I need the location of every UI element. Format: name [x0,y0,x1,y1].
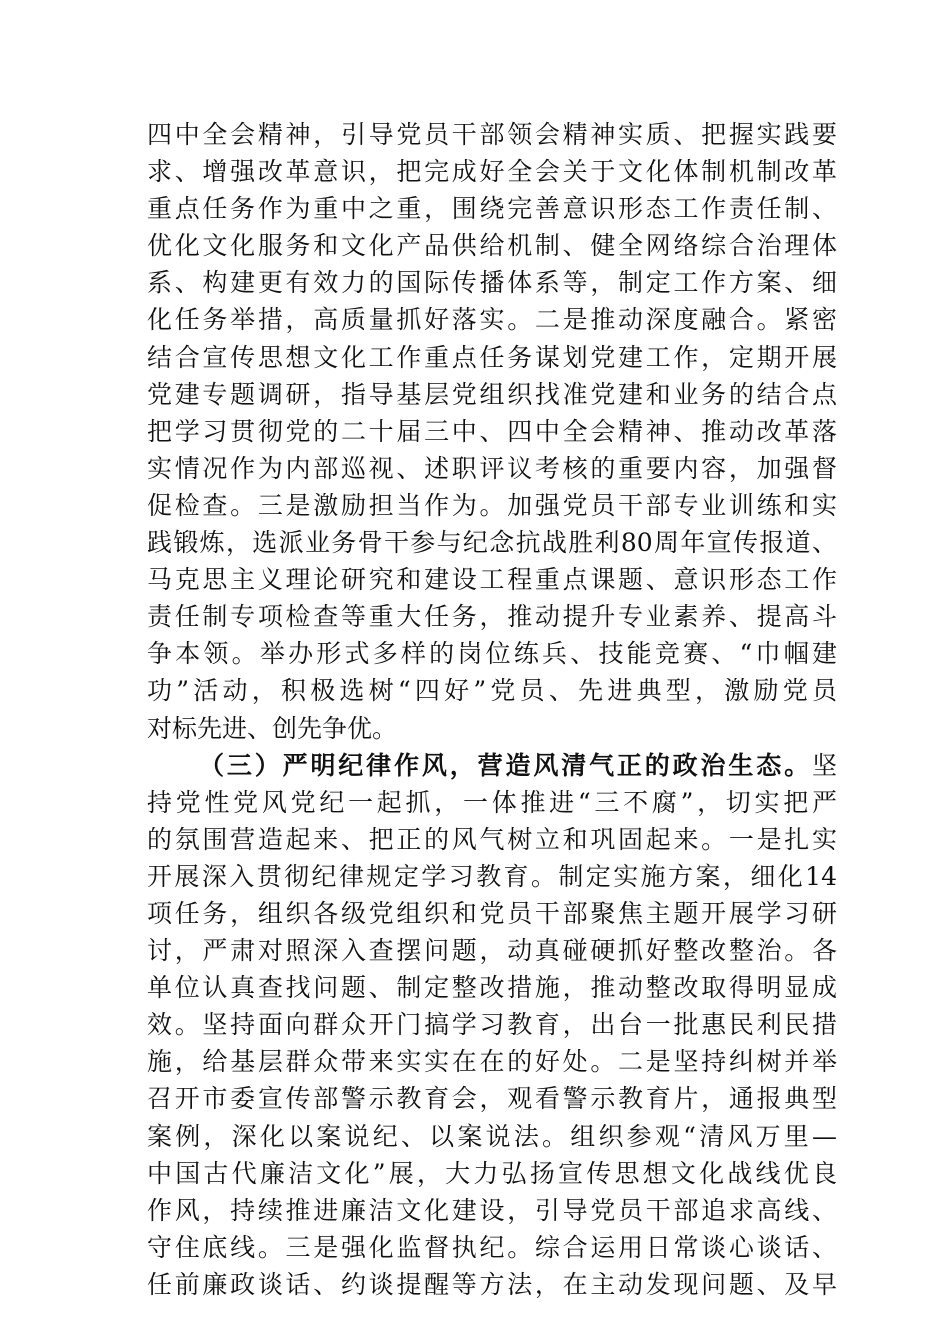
text-line: 实情况作为内部巡视、述职评议考核的重要内容，加强督 [147,453,837,483]
text-line: 开展深入贯彻纪律规定学习教育。制定实施方案，细化14 [147,861,837,891]
text-line: 争本领。举办形式多样的岗位练兵、技能竞赛、“巾帼建 [147,639,837,669]
text-line: 结合宣传思想文化工作重点任务谋划党建工作，定期开展 [147,342,837,372]
text-line: 四中全会精神，引导党员干部领会精神实质、把握实践要 [147,120,837,149]
text-line: 项任务，组织各级党组织和党员干部聚焦主题开展学习研 [147,898,837,928]
text-line: 功”活动，积极选树“四好”党员、先进典型，激励党员 [147,676,837,706]
text-line: 化任务举措，高质量抓好落实。二是推动深度融合。紧密 [147,305,837,335]
text-line: 促检查。三是激励担当作为。加强党员干部专业训练和实 [147,490,837,520]
text-line: 持党性党风党纪一起抓，一体推进“三不腐”，切实把严 [147,787,837,817]
text-line: 案例，深化以案说纪、以案说法。组织参观“清风万里— [147,1121,837,1151]
section-heading-tail: 坚 [811,750,837,780]
text-line: 效。坚持面向群众开门搞学习教育，出台一批惠民利民措 [147,1010,837,1040]
text-line: 求、增强改革意识，把完成好全会关于文化体制机制改革 [147,157,837,187]
text-line: 守住底线。三是强化监督执纪。综合运用日常谈心谈话、 [147,1232,837,1262]
section-heading-line [147,747,837,784]
text-line: 党建专题调研，指导基层党组织找准党建和业务的结合点 [147,379,837,409]
text-line: 召开市委宣传部警示教育会，观看警示教育片，通报典型 [147,1084,837,1114]
text-line: 优化文化服务和文化产品供给机制、健全网络综合治理体 [147,231,837,261]
text-line: 的氛围营造起来、把正的风气树立和巩固起来。一是扎实 [147,824,837,854]
text-line: 任前廉政谈话、约谈提醒等方法，在主动发现问题、及早 [147,1269,837,1299]
text-line: 把学习贯彻党的二十届三中、四中全会精神、推动改革落 [147,416,837,446]
text-line: 单位认真查找问题、制定整改措施，推动整改取得明显成 [147,973,837,1003]
text-line: 作风，持续推进廉洁文化建设，引导党员干部追求高线、 [147,1195,837,1225]
text-line: 重点任务作为重中之重，围绕完善意识形态工作责任制、 [147,194,837,224]
text-line: 中国古代廉洁文化”展，大力弘扬宣传思想文化战线优良 [147,1158,837,1188]
text-line: 对标先进、创先争优。 [147,713,398,743]
text-line: 马克思主义理论研究和建设工程重点课题、意识形态工作 [147,565,837,595]
text-line: 系、构建更有效力的国际传播体系等，制定工作方案、细 [147,268,837,298]
section-heading: （三）严明纪律作风，营造风清气正的政治生态。 [199,750,812,780]
text-line: 责任制专项检查等重大任务，推动提升专业素养、提高斗 [147,602,837,632]
document-body [147,116,837,1303]
text-line: 施，给基层群众带来实实在在的好处。二是坚持纠树并举 [147,1047,837,1077]
text-line: 讨，严肃对照深入查摆问题，动真碰硬抓好整改整治。各 [147,936,837,966]
text-line: 践锻炼，选派业务骨干参与纪念抗战胜利80周年宣传报道、 [147,528,837,558]
